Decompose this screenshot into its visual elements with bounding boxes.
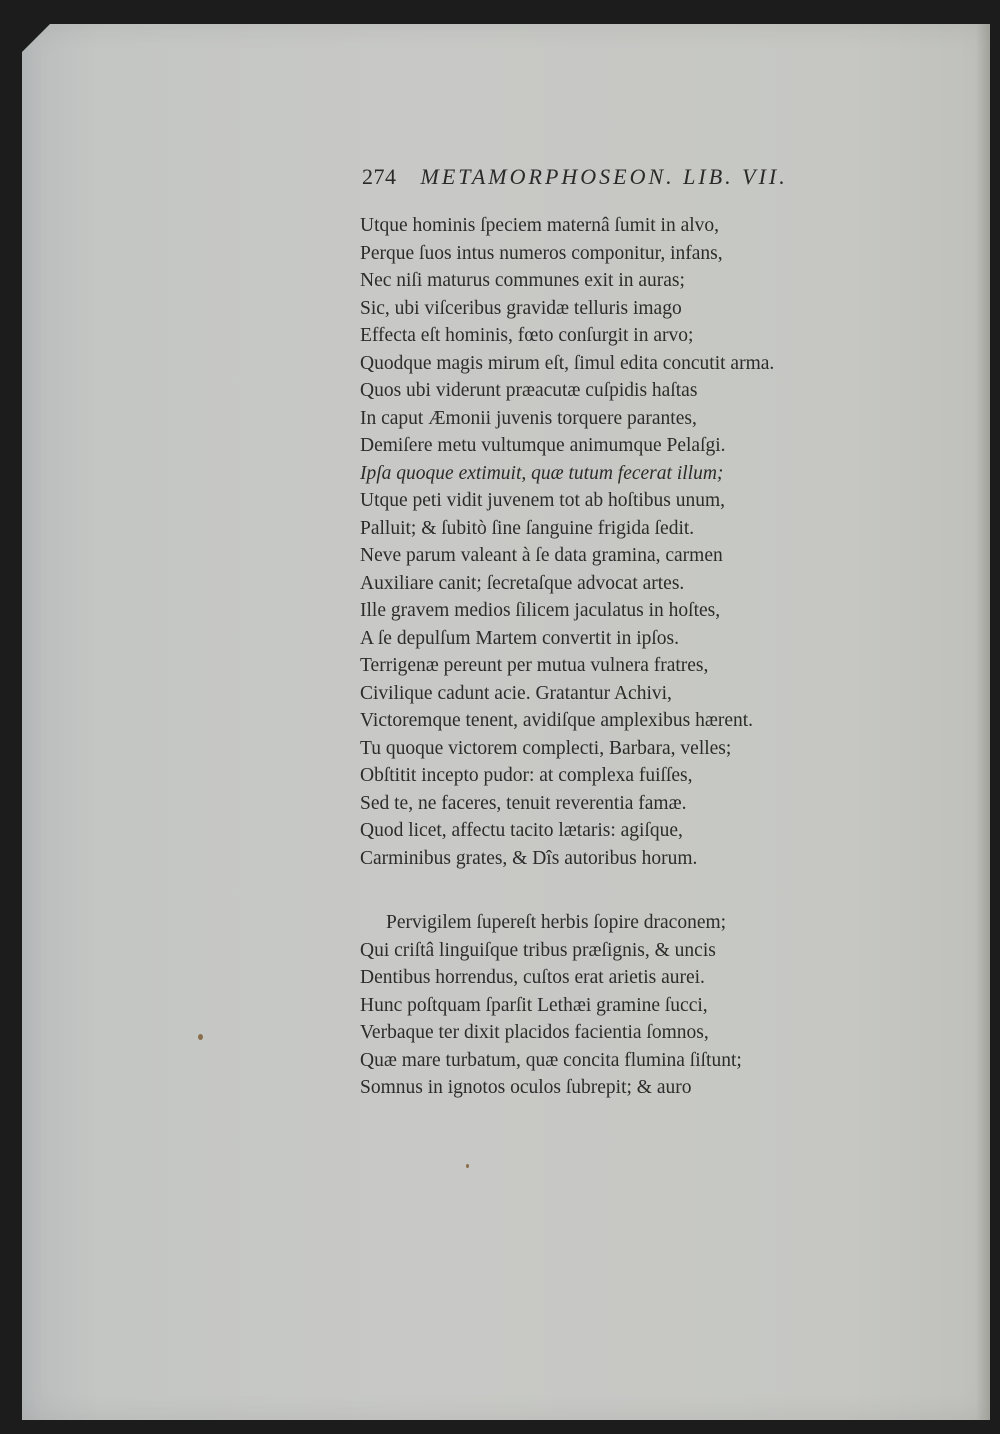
- verse-line: Auxiliare canit; ſecretaſque advocat artes.: [360, 572, 685, 594]
- verse-line: Perque ſuos intus numeros componitur, infans,: [360, 242, 723, 264]
- page-corner-fold: [22, 24, 50, 52]
- book-page: [22, 24, 990, 1420]
- verse-line: Quodque magis mirum eſt, ſimul edita concutit arma.: [360, 352, 775, 374]
- verse-line: Quos ubi viderunt præacutæ cuſpidis haſtas: [360, 380, 698, 401]
- verse-line: Tu quoque victorem complecti, Barbara, velles;: [360, 737, 732, 759]
- page-header: [362, 164, 788, 190]
- verse-line: Pervigilem ſupereſt herbis ſopire draconem;: [386, 912, 727, 933]
- verse-line: Utque hominis ſpeciem maternâ ſumit in alvo,: [360, 215, 720, 236]
- verse-line: Somnus in ignotos oculos ſubrepit; & auro: [360, 1077, 692, 1098]
- verse-line: Carminibus grates, & Dîs autoribus horum.: [360, 847, 698, 869]
- verse-line: Hunc poſtquam ſparſit Lethæi gramine ſucci,: [360, 994, 708, 1016]
- verse-line: Ille gravem medios ſilicem jaculatus in hoſtes,: [360, 600, 721, 621]
- page-edge-shadow: [976, 24, 990, 1420]
- verse-line: Effecta eſt hominis, fœto conſurgit in arvo;: [360, 325, 694, 346]
- verse-line: A ſe depulſum Martem convertit in ipſos.: [360, 627, 679, 649]
- verse-line: Demiſere metu vultumque animumque Pelaſgi.: [360, 435, 726, 456]
- verse-line: Utque peti vidit juvenem tot ab hoſtibus unum,: [360, 490, 726, 511]
- verse-line: Qui criſtâ linguiſque tribus præſignis, & uncis: [360, 939, 716, 961]
- verse-line: Victoremque tenent, avidiſque amplexibus hærent.: [360, 710, 754, 731]
- verse-line: Obſtitit incepto pudor: at complexa fuiſſes,: [360, 765, 693, 786]
- running-title: METAMORPHOSEON. LIB. VII.: [420, 164, 788, 189]
- paper-speck: [466, 1164, 469, 1168]
- verse-line: Dentibus horrendus, cuſtos erat arietis aurei.: [360, 967, 705, 988]
- verse-line: Quæ mare turbatum, quæ concita flumina ſiſtunt;: [360, 1049, 742, 1071]
- verse-stanza-1: [360, 212, 880, 872]
- verse-stanza-2: [360, 909, 880, 1102]
- verse-line: Neve parum valeant à ſe data gramina, carmen: [360, 545, 723, 566]
- verse-line: Terrigenæ pereunt per mutua vulnera fratres,: [360, 655, 709, 676]
- verse-line: Sed te, ne faceres, tenuit reverentia famæ.: [360, 792, 687, 814]
- verse-line: Ipſa quoque extimuit, quæ tutum fecerat illum;: [360, 462, 724, 484]
- verse-line: Sic, ubi viſceribus gravidæ telluris imago: [360, 297, 682, 319]
- verse-line: Civilique cadunt acie. Gratantur Achivi,: [360, 682, 672, 704]
- page-number: 274: [362, 164, 397, 189]
- verse-line: In caput Æmonii juvenis torquere parantes,: [360, 407, 697, 429]
- verse-line: Palluit; & ſubitò ſine ſanguine frigida ſedit.: [360, 517, 695, 539]
- verse-line: Verbaque ter dixit placidos facientia ſomnos,: [360, 1022, 709, 1043]
- paper-speck: [198, 1034, 203, 1040]
- verse-line: Nec niſi maturus communes exit in auras;: [360, 270, 685, 291]
- verse-line: Quod licet, affectu tacito lætaris: agiſque,: [360, 820, 683, 841]
